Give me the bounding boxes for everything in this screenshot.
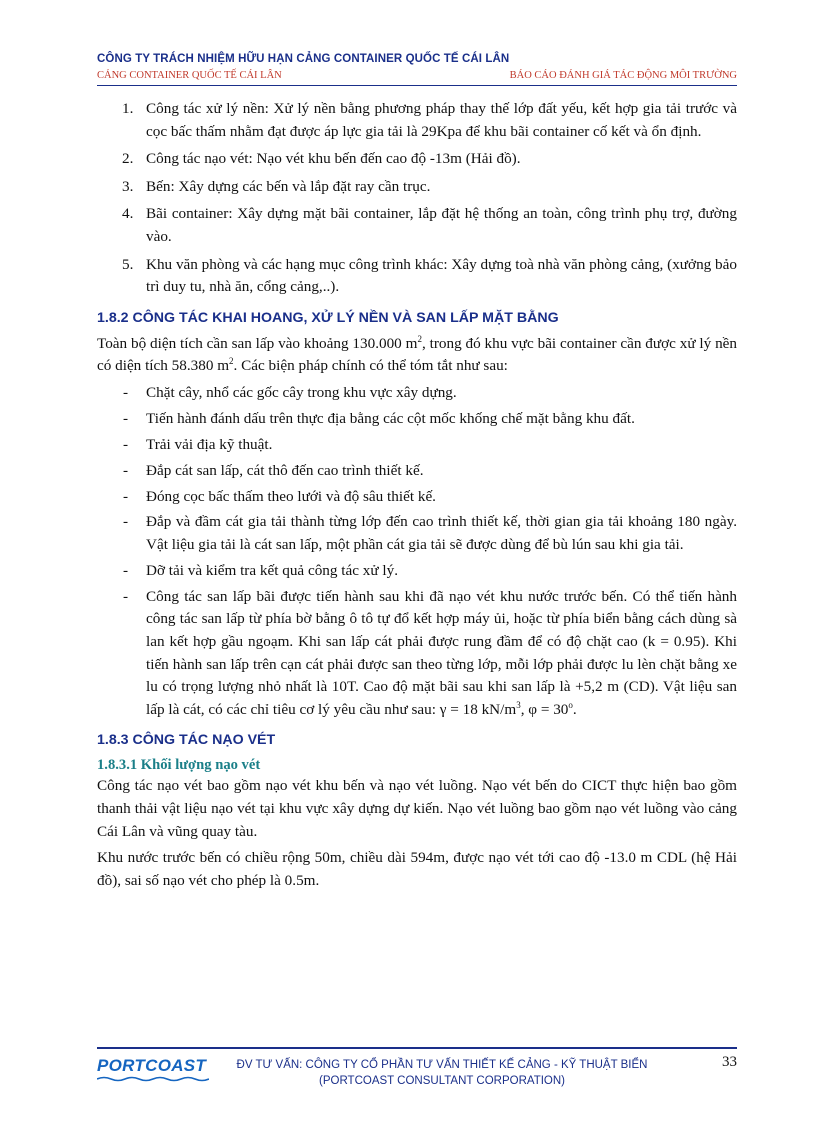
- list-number: 1.: [122, 100, 134, 117]
- list-item: [97, 98, 737, 143]
- list-text: Trải vải địa kỹ thuật.: [146, 435, 273, 453]
- dash-bullet: -: [123, 383, 129, 401]
- list-item: [97, 176, 737, 199]
- list-item: [97, 203, 737, 248]
- list-item: [97, 254, 737, 299]
- list-number: 4.: [122, 205, 134, 223]
- section-1-8-2-intro: Toàn bộ diện tích cần san lấp vào khoảng 130.000 $m^2$, trong đó khu vực bãi container cần được xử lý nền có diện tích 58.380 $m^2$. Các biện pháp chính có thể tóm tắt như sau:: [97, 333, 737, 375]
- dash-bullet: -: [123, 435, 129, 453]
- list-text: Công tác nạo vét: Nạo vét khu bến đến cao độ -13m (Hải đồ).: [146, 150, 521, 168]
- list-text: Công tác xử lý nền: Xử lý nền bằng phương pháp thay thế lớp đất yếu, kết hợp gia tải trước và cọc bấc thấm nhằm đạt được áp lực gia tải là 29Kpa để khu bãi container cố kết và ổn định.: [146, 100, 737, 140]
- header-right-title: BÁO CÁO ĐÁNH GIÁ TÁC ĐỘNG MÔI TRƯỜNG: [509, 70, 737, 81]
- list-text: Khu văn phòng và các hạng mục công trình khác: Xây dựng toà nhà văn phòng cảng, (xưởng bảo trì duy tu, nhà ăn, cổng cảng,..).: [146, 255, 737, 296]
- list-text: Bãi container: Xây dựng mặt bãi container, lắp đặt hệ thống an toàn, công trình phụ trợ, đường vào.: [146, 205, 737, 245]
- list-text: Dỡ tải và kiểm tra kết quả công tác xử lý.: [146, 561, 399, 579]
- portcoast-logo: PORTCOAST: [97, 1056, 207, 1075]
- footer-divider: [97, 1047, 737, 1049]
- header-divider: [97, 85, 737, 86]
- dash-bullet: -: [123, 409, 129, 427]
- list-text: Bến: Xây dựng các bến và lắp đặt ray cần trục.: [146, 177, 431, 195]
- section-heading-1-8-2: 1.8.2 CÔNG TÁC KHAI HOANG, XỬ LÝ NỀN VÀ SAN LẤP MẶT BẰNG: [97, 309, 559, 326]
- dash-bullet: -: [123, 587, 129, 605]
- list-item: [97, 408, 737, 431]
- header-company-name: CÔNG TY TRÁCH NHIỆM HỮU HẠN CẢNG CONTAINER QUỐC TẾ CÁI LÂN: [97, 53, 510, 65]
- subsection-heading-1-8-3-1: 1.8.3.1 Khối lượng nạo vét: [97, 757, 261, 774]
- dash-bullet: -: [123, 487, 129, 505]
- list-text: Chặt cây, nhổ các gốc cây trong khu vực xây dựng.: [146, 383, 457, 401]
- dredging-paragraph-1: Công tác nạo vét bao gồm nạo vét khu bến và nạo vét luồng. Nạo vét bến do CICT thực hiện bao gồm thanh thải vật liệu nạo vét tại khu vực xây dựng dự kiến. Nạo vét luồng bao gồm nạo vét luồng vào cảng Cái Lân và vũng quay tàu.: [97, 777, 737, 840]
- dash-bullet: -: [123, 513, 129, 531]
- list-item: [97, 586, 737, 722]
- section-heading-1-8-3: 1.8.3 CÔNG TÁC NẠO VÉT: [97, 732, 276, 749]
- list-item: [97, 486, 737, 509]
- list-item: [97, 148, 737, 171]
- work-items-list: [97, 98, 737, 299]
- header-left-title: CẢNG CONTAINER QUỐC TẾ CÁI LÂN: [97, 70, 282, 81]
- list-text: Đắp và đầm cát gia tải thành từng lớp đến cao trình thiết kế, thời gian gia tải khoảng 180 ngày. Vật liệu gia tải là cát san lấp, một phần cát gia tải sẽ được dùng để bù lún sau khi gia tải.: [146, 513, 737, 553]
- footer-consultant: [212, 1057, 672, 1089]
- list-item: [97, 460, 737, 483]
- list-item: [97, 434, 737, 457]
- list-number: 5.: [122, 255, 134, 273]
- list-text: Tiến hành đánh dấu trên thực địa bằng các cột mốc khống chế mặt bằng khu đất.: [146, 409, 635, 427]
- list-item: [97, 382, 737, 405]
- dash-bullet: -: [123, 561, 129, 579]
- footer-line-2: (PORTCOAST CONSULTANT CORPORATION): [319, 1075, 565, 1087]
- logo-wave-icon: [97, 1076, 209, 1082]
- list-item: [97, 511, 737, 556]
- footer-line-1: ĐV TƯ VẤN: CÔNG TY CỔ PHẦN TƯ VẤN THIẾT KẾ CẢNG - KỸ THUẬT BIỂN: [236, 1059, 648, 1071]
- measures-list: [97, 382, 737, 721]
- document-body: [97, 98, 737, 896]
- list-text: Đắp cát san lấp, cát thô đến cao trình thiết kế.: [146, 461, 424, 479]
- page-number: 33: [722, 1054, 737, 1070]
- header-subline: [97, 70, 737, 84]
- list-number: 3.: [122, 177, 134, 195]
- list-text: Công tác san lấp bãi được tiến hành sau khi đã nạo vét khu nước trước bến. Có thể tiến hành công tác san lấp từ phía bờ bằng ô tô tự đổ kết hợp máy ủi, hoặc từ phía biển bằng cách dùng sà lan kết hợp gầu ngoạm. Khi san lấp cát phải được rung đầm để có độ chặt cao (k = 0.95). Khi tiến hành san lấp trên cạn cát phải được san theo từng lớp, mỗi lớp phải được lu lèn chặt bằng xe lu có trọng lượng nhỏ nhất là 10T. Cao độ mặt bãi sau khi san lấp là +5,2 m (CD). Vật liệu san lấp là cát, có các chỉ tiêu cơ lý yêu cầu như sau: γ = 18 $kN/m^3$, $\varphi = 30^o$.: [146, 587, 737, 718]
- list-text: Đóng cọc bấc thấm theo lưới và độ sâu thiết kế.: [146, 487, 436, 505]
- list-item: [97, 560, 737, 583]
- list-number: 2.: [122, 150, 134, 168]
- dredging-paragraph-2: Khu nước trước bến có chiều rộng 50m, chiều dài 594m, được nạo vét tới cao độ -13.0 m CDL (hệ Hải đồ), sai số nạo vét cho phép là 0.5m.: [97, 849, 737, 889]
- dash-bullet: -: [123, 461, 129, 479]
